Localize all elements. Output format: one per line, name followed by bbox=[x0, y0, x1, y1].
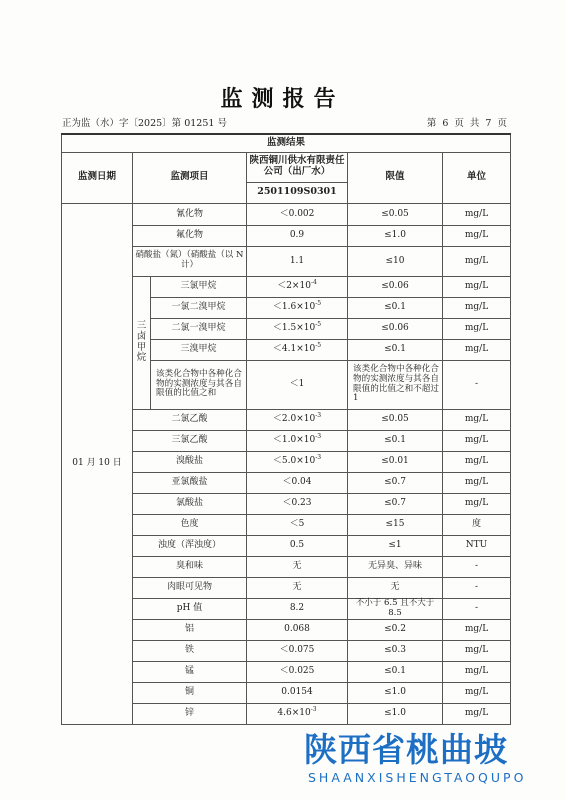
measured-value bbox=[247, 246, 348, 276]
limit-value: ≤0.01 bbox=[348, 451, 443, 472]
unit-value: - bbox=[443, 598, 511, 619]
measured-value bbox=[247, 577, 348, 598]
trihalomethane-group-label: 三 卤 甲 烷 bbox=[133, 276, 151, 409]
measured-value bbox=[247, 409, 348, 430]
unit-value: - bbox=[443, 577, 511, 598]
measured-value-text: ＜5.0×10 bbox=[272, 456, 316, 467]
measured-value bbox=[247, 556, 348, 577]
limit-value: ≤0.1 bbox=[348, 339, 443, 360]
limit-value: 不小于 6.5 且不大于 8.5 bbox=[348, 598, 443, 619]
item-name: 浊度（浑浊度） bbox=[133, 535, 247, 556]
item-name: 二氯乙酸 bbox=[133, 409, 247, 430]
measured-value bbox=[247, 276, 348, 297]
date-column-header: 监测日期 bbox=[62, 152, 133, 203]
measured-value bbox=[247, 598, 348, 619]
limit-value: ≤1.0 bbox=[348, 682, 443, 703]
measured-value-text: 0.0154 bbox=[281, 687, 313, 698]
limit-value: ≤1.0 bbox=[348, 703, 443, 724]
measured-value-text: 1.1 bbox=[289, 255, 305, 266]
measured-value-text: 0.068 bbox=[284, 624, 310, 635]
limit-value: ≤0.06 bbox=[348, 318, 443, 339]
item-name: 硝酸盐（氮）（硝酸盐（以 N 计） bbox=[133, 246, 247, 276]
item-name: 三溴甲烷 bbox=[151, 339, 247, 360]
measured-value bbox=[247, 682, 348, 703]
measured-value bbox=[247, 493, 348, 514]
limit-value: ≤1 bbox=[348, 535, 443, 556]
unit-value: mg/L bbox=[443, 430, 511, 451]
item-name: 一氯二溴甲烷 bbox=[151, 297, 247, 318]
measured-value bbox=[247, 472, 348, 493]
measured-value bbox=[247, 535, 348, 556]
unit-value: mg/L bbox=[443, 203, 511, 225]
measured-value bbox=[247, 640, 348, 661]
report-title: 监测报告 bbox=[220, 86, 345, 112]
measured-value bbox=[247, 297, 348, 318]
unit-value: - bbox=[443, 360, 511, 409]
measured-value bbox=[247, 430, 348, 451]
item-name: 氯酸盐 bbox=[133, 493, 247, 514]
item-name: 铜 bbox=[133, 682, 247, 703]
limit-value: 无 bbox=[348, 577, 443, 598]
item-name: 氰化物 bbox=[133, 203, 247, 225]
measured-value bbox=[247, 360, 348, 409]
item-name: 锰 bbox=[133, 661, 247, 682]
item-name: 色度 bbox=[133, 514, 247, 535]
item-name: 二氯一溴甲烷 bbox=[151, 318, 247, 339]
value-exponent: -4 bbox=[310, 279, 317, 287]
item-name: 肉眼可见物 bbox=[133, 577, 247, 598]
monitoring-date: 01 月 10 日 bbox=[62, 203, 133, 724]
limit-value: ≤0.7 bbox=[348, 493, 443, 514]
measured-value-text: ＜1.5×10 bbox=[272, 323, 316, 334]
unit-value: mg/L bbox=[443, 472, 511, 493]
measured-value-text: 0.9 bbox=[289, 230, 305, 241]
unit-value: NTU bbox=[443, 535, 511, 556]
limit-value: ≤10 bbox=[348, 246, 443, 276]
measured-value-text: ＜1.6×10 bbox=[272, 302, 316, 313]
limit-value: ≤0.05 bbox=[348, 409, 443, 430]
measured-value bbox=[247, 451, 348, 472]
value-exponent: -5 bbox=[315, 342, 322, 350]
unit-value: - bbox=[443, 556, 511, 577]
limit-value: ≤0.05 bbox=[348, 203, 443, 225]
limit-value: ≤0.06 bbox=[348, 276, 443, 297]
measured-value bbox=[247, 203, 348, 225]
measured-value bbox=[247, 661, 348, 682]
limit-value: ≤0.3 bbox=[348, 640, 443, 661]
measured-value bbox=[247, 514, 348, 535]
item-name: 铝 bbox=[133, 619, 247, 640]
page-number: 第 6 页 共 7 页 bbox=[426, 118, 507, 129]
limit-value: ≤0.1 bbox=[348, 430, 443, 451]
item-name: 锌 bbox=[133, 703, 247, 724]
unit-value: mg/L bbox=[443, 451, 511, 472]
unit-value: 度 bbox=[443, 514, 511, 535]
measured-value-text: ＜0.04 bbox=[282, 477, 312, 488]
measured-value-text: ＜2×10 bbox=[277, 281, 311, 292]
unit-value: mg/L bbox=[443, 661, 511, 682]
item-name: 溴酸盐 bbox=[133, 451, 247, 472]
table-row bbox=[62, 203, 511, 225]
unit-value: mg/L bbox=[443, 318, 511, 339]
unit-value: mg/L bbox=[443, 297, 511, 318]
measured-value-text: ＜5 bbox=[289, 519, 305, 530]
unit-value: mg/L bbox=[443, 619, 511, 640]
measured-value bbox=[247, 339, 348, 360]
measured-value-text: ＜0.025 bbox=[279, 666, 315, 677]
measured-value-text: ＜2.0×10 bbox=[272, 414, 316, 425]
measured-value-text: ＜0.002 bbox=[279, 208, 315, 219]
document-number: 正为监（水）字〔2025〕第 01251 号 bbox=[62, 118, 227, 129]
measured-value-text: ＜0.23 bbox=[282, 498, 312, 509]
measured-value-text: 0.5 bbox=[289, 540, 305, 551]
item-name: 亚氯酸盐 bbox=[133, 472, 247, 493]
item-name: 三氯甲烷 bbox=[151, 276, 247, 297]
limit-value: 无异臭、异味 bbox=[348, 556, 443, 577]
sample-name-header: 陕西铜川供水有限责任公司（出厂水） bbox=[247, 152, 348, 182]
sample-code-header: 2501109S0301 bbox=[247, 182, 348, 203]
value-exponent: -3 bbox=[310, 706, 317, 714]
item-name: 氟化物 bbox=[133, 225, 247, 246]
measured-value-text: 无 bbox=[292, 561, 302, 572]
unit-value: mg/L bbox=[443, 339, 511, 360]
unit-value: mg/L bbox=[443, 276, 511, 297]
limit-value: 该类化合物中各种化合物的实测浓度与其各自限值的比值之和不超过 1 bbox=[348, 360, 443, 409]
item-name: pH 值 bbox=[133, 598, 247, 619]
value-exponent: -3 bbox=[315, 412, 322, 420]
limit-column-header: 限值 bbox=[348, 152, 443, 203]
measured-value-text: ＜0.075 bbox=[279, 645, 315, 656]
item-name: 该类化合物中各种化合物的实测浓度与其各自限值的比值之和 bbox=[151, 360, 247, 409]
measured-value-text: 无 bbox=[292, 582, 302, 593]
unit-value: mg/L bbox=[443, 493, 511, 514]
measured-value bbox=[247, 318, 348, 339]
measured-value-text: ＜4.1×10 bbox=[272, 344, 316, 355]
unit-value: mg/L bbox=[443, 703, 511, 724]
unit-value: mg/L bbox=[443, 246, 511, 276]
item-name: 铁 bbox=[133, 640, 247, 661]
results-header: 监测结果 bbox=[62, 134, 511, 152]
watermark-chinese-text: 陕西省桃曲坡 bbox=[304, 730, 508, 769]
unit-value: mg/L bbox=[443, 682, 511, 703]
measured-value bbox=[247, 619, 348, 640]
unit-column-header: 单位 bbox=[443, 152, 511, 203]
watermark-english-text: SHAANXISHENGTAOQUPO bbox=[308, 770, 527, 785]
measured-value bbox=[247, 703, 348, 724]
measured-value bbox=[247, 225, 348, 246]
measured-value-text: 8.2 bbox=[289, 603, 305, 614]
limit-value: ≤1.0 bbox=[348, 225, 443, 246]
limit-value: ≤0.7 bbox=[348, 472, 443, 493]
measured-value-text: ＜1 bbox=[289, 379, 305, 390]
monitoring-results-table bbox=[61, 133, 511, 725]
value-exponent: -5 bbox=[315, 321, 322, 329]
unit-value: mg/L bbox=[443, 409, 511, 430]
value-exponent: -5 bbox=[315, 300, 322, 308]
item-column-header: 监测项目 bbox=[133, 152, 247, 203]
value-exponent: -3 bbox=[315, 454, 322, 462]
unit-value: mg/L bbox=[443, 640, 511, 661]
limit-value: ≤0.2 bbox=[348, 619, 443, 640]
limit-value: ≤0.1 bbox=[348, 661, 443, 682]
limit-value: ≤0.1 bbox=[348, 297, 443, 318]
item-name: 臭和味 bbox=[133, 556, 247, 577]
measured-value-text: 4.6×10 bbox=[277, 708, 311, 719]
watermark bbox=[300, 722, 562, 800]
unit-value: mg/L bbox=[443, 225, 511, 246]
limit-value: ≤15 bbox=[348, 514, 443, 535]
item-name: 三氯乙酸 bbox=[133, 430, 247, 451]
measured-value-text: ＜1.0×10 bbox=[272, 435, 316, 446]
value-exponent: -3 bbox=[315, 433, 322, 441]
